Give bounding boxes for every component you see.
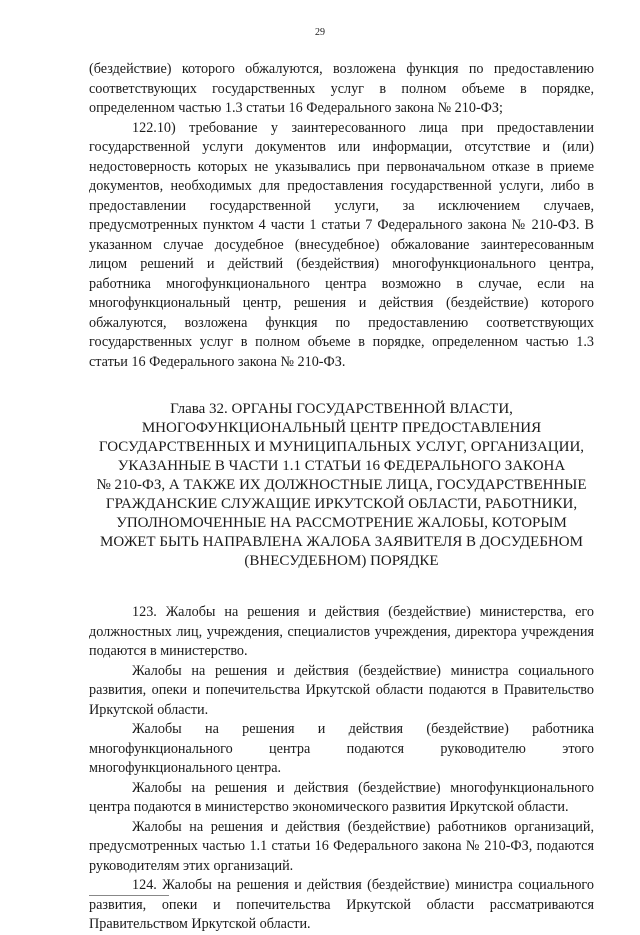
paragraph: Жалобы на решения и действия (бездействие) министра социального развития, опеки и попечительства Иркутской области подаются в Правительство Иркутской области. [89, 662, 594, 718]
paragraph: 124. Жалобы на решения и действия (бездействие) министра социального развития, опеки и попечительства Иркутской области рассматриваются Правительством Иркутской области. [89, 877, 594, 932]
paragraph: (бездействие) которого обжалуются, возложена функция по предоставлению соответствующих государственных услуг в полном объеме в порядке, определенном частью 1.3 статьи 16 Федерального закона № 210-ФЗ; [89, 61, 594, 116]
paragraph: 123. Жалобы на решения и действия (бездействие) министерства, его должностных лиц, учреждения, специалистов учреждения, директора учреждения подаются в министерство. [89, 604, 594, 659]
chapter-heading-line: (ВНЕСУДЕБНОМ) ПОРЯДКЕ [244, 553, 439, 569]
chapter-heading-line: МОЖЕТ БЫТЬ НАПРАВЛЕНА ЖАЛОБА ЗАЯВИТЕЛЯ В ДОСУДЕБНОМ [100, 534, 583, 550]
chapter-heading [89, 400, 594, 571]
chapter-heading-line: № 210-ФЗ, А ТАКЖЕ ИХ ДОЛЖНОСТНЫЕ ЛИЦА, ГОСУДАРСТВЕННЫЕ [96, 477, 587, 493]
paragraph: Жалобы на решения и действия (бездействие) многофункционального центра подаются в министерство экономического развития Иркутской области. [89, 779, 594, 815]
paragraph: 122.10) требование у заинтересованного лица при предоставлении государственной услуги документов или информации, отсутствие и (или) недостоверность которых не указывались при первоначальном отказе в приеме документов, необходимых для предоставления государственной услуги, либо в предоставлении государственной услуги, за исключением случаев, предусмотренных пунктом 4 части 1 статьи 7 Федерального закона № 210-ФЗ. В указанном случае досудебное (внесудебное) обжалование заинтересованным лицом решений и действий (бездействия) многофункционального центра, работника многофункционального центра возможно в случае, если на многофункциональный центр, решения и действия (бездействие) которого обжалуются, возложена функция по предоставлению соответствующих государственных услуг в полном объеме в порядке, определенном частью 1.3 статьи 16 Федерального закона № 210-ФЗ. [89, 119, 594, 370]
chapter-heading-line: ГОСУДАРСТВЕННЫХ И МУНИЦИПАЛЬНЫХ УСЛУГ, ОРГАНИЗАЦИИ, [98, 439, 585, 455]
paragraph: Жалобы на решения и действия (бездействие) работника многофункционального центра подаются руководителю этого многофункционального центра. [89, 721, 594, 776]
paragraph: Жалобы на решения и действия (бездействие) работников организаций, предусмотренных частью 1.1 статьи 16 Федерального закона № 210-ФЗ, подаются руководителям этих организаций. [89, 818, 594, 874]
chapter-heading-line: ГРАЖДАНСКИЕ СЛУЖАЩИЕ ИРКУТСКОЙ ОБЛАСТИ, РАБОТНИКИ, [105, 496, 578, 512]
document-body [89, 60, 594, 935]
footer-rule [89, 895, 169, 896]
chapter-heading-line: УКАЗАННЫЕ В ЧАСТИ 1.1 СТАТЬИ 16 ФЕДЕРАЛЬНОГО ЗАКОНА [117, 458, 566, 474]
chapter-heading-line: МНОГОФУНКЦИОНАЛЬНЫЙ ЦЕНТР ПРЕДОСТАВЛЕНИЯ [141, 420, 542, 436]
chapter-heading-line: Глава 32. ОРГАНЫ ГОСУДАРСТВЕННОЙ ВЛАСТИ, [170, 401, 513, 417]
page-number: 29 [315, 27, 325, 38]
chapter-heading-line: УПОЛНОМОЧЕННЫЕ НА РАССМОТРЕНИЕ ЖАЛОБЫ, КОТОРЫМ [116, 515, 567, 531]
